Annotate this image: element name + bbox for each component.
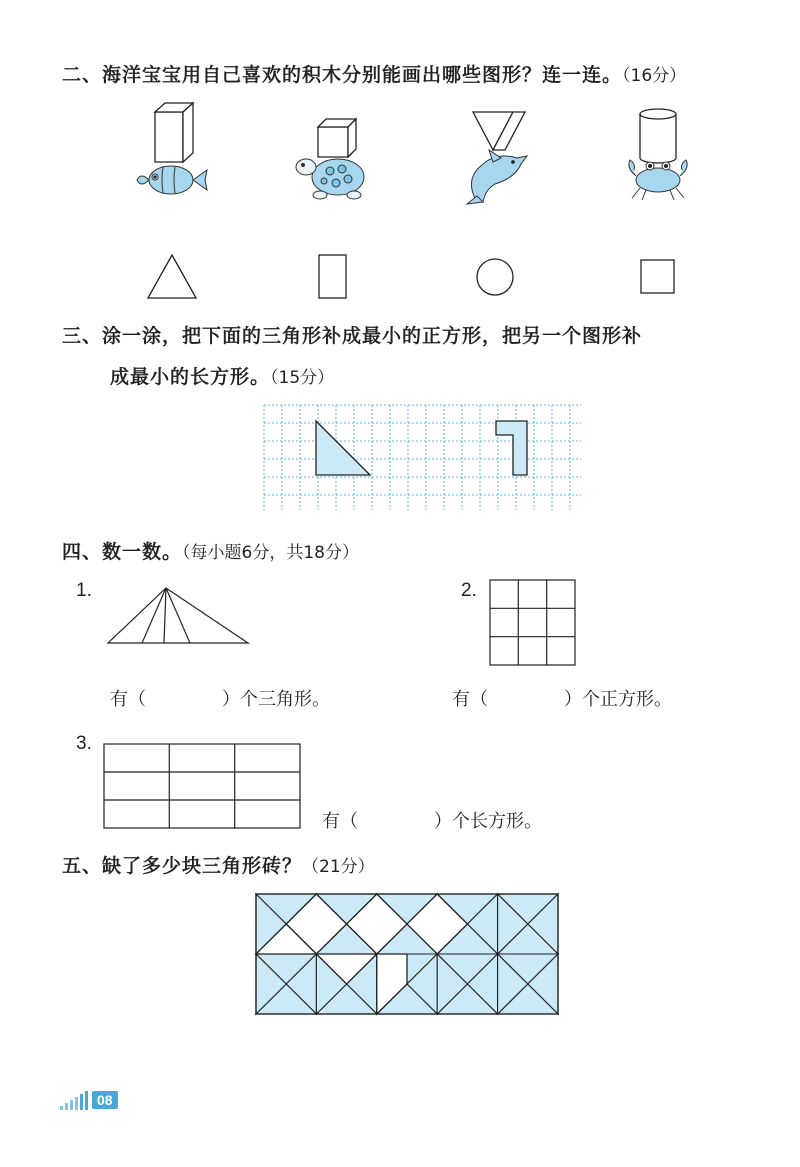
q4-item2-prefix: 有（ (452, 689, 488, 710)
fish-icon (137, 166, 207, 194)
q4-item3-suffix: ）个长方形。 (434, 811, 542, 832)
fish-with-cuboid (135, 100, 215, 210)
q5-points: （21分） (302, 857, 375, 877)
triangular-prism-block (473, 112, 525, 150)
l-shape (496, 421, 527, 475)
fan-triangle-figure (106, 585, 251, 647)
q3-points: （15分） (270, 368, 335, 388)
q4-item3-label: 3. (76, 733, 92, 754)
q4-text: 数一数。 (102, 541, 183, 563)
dolphin-with-prism (455, 108, 540, 208)
crab-icon (629, 160, 687, 200)
q4-item3-prefix: 有（ (322, 811, 358, 832)
q4-number: 四、 (62, 541, 103, 563)
signal-bars-icon (60, 1091, 90, 1111)
cuboid-block (155, 103, 193, 162)
q4-points: （每小题6分，共18分） (182, 543, 359, 563)
dolphin-icon (467, 150, 527, 204)
q4-item2-label: 2. (461, 580, 477, 601)
square-shape (639, 258, 677, 296)
q3-heading-line2 (110, 362, 334, 389)
q4-item1-answer (110, 685, 330, 711)
q2-number: 二、 (62, 64, 103, 86)
cube-block (318, 119, 356, 157)
grid-lines (264, 405, 581, 510)
q4-item1-prefix: 有（ (110, 689, 146, 710)
q4-item3-answer (322, 807, 542, 833)
q2-points: （16分） (622, 66, 687, 86)
q4-item2-answer (452, 685, 672, 711)
crab-with-cylinder (620, 102, 705, 207)
q2-heading (62, 60, 686, 87)
q3-number: 三、 (62, 325, 103, 347)
q4-item2-suffix: ）个正方形。 (564, 689, 672, 710)
q3-line1: 涂一涂，把下面的三角形补成最小的正方形，把另一个图形补 (102, 325, 643, 347)
3x3-rectangle-grid (102, 742, 304, 832)
page-number: 08 (92, 1091, 118, 1109)
right-triangle (316, 421, 370, 475)
dotted-grid (263, 404, 583, 512)
q3-line2: 成最小的长方形。 (110, 366, 271, 388)
q2-text: 海洋宝宝用自己喜欢的积木分别能画出哪些图形？连一连。 (102, 64, 623, 86)
cylinder-block (640, 109, 676, 163)
q3-heading (62, 321, 642, 348)
3x3-square-grid (488, 578, 578, 668)
q4-item1-suffix: ）个三角形。 (222, 689, 330, 710)
triangle-shape (145, 253, 199, 301)
circle-shape (474, 256, 516, 298)
rectangle-shape (317, 253, 349, 301)
q5-heading (62, 851, 375, 878)
triangle-tile-wall (255, 893, 559, 1017)
turtle-icon (296, 159, 364, 199)
q5-number: 五、 (62, 855, 103, 877)
q4-heading (62, 537, 359, 564)
turtle-with-cube (290, 115, 375, 210)
q5-text: 缺了多少块三角形砖？ (102, 855, 303, 877)
q4-item1-label: 1. (76, 580, 92, 601)
